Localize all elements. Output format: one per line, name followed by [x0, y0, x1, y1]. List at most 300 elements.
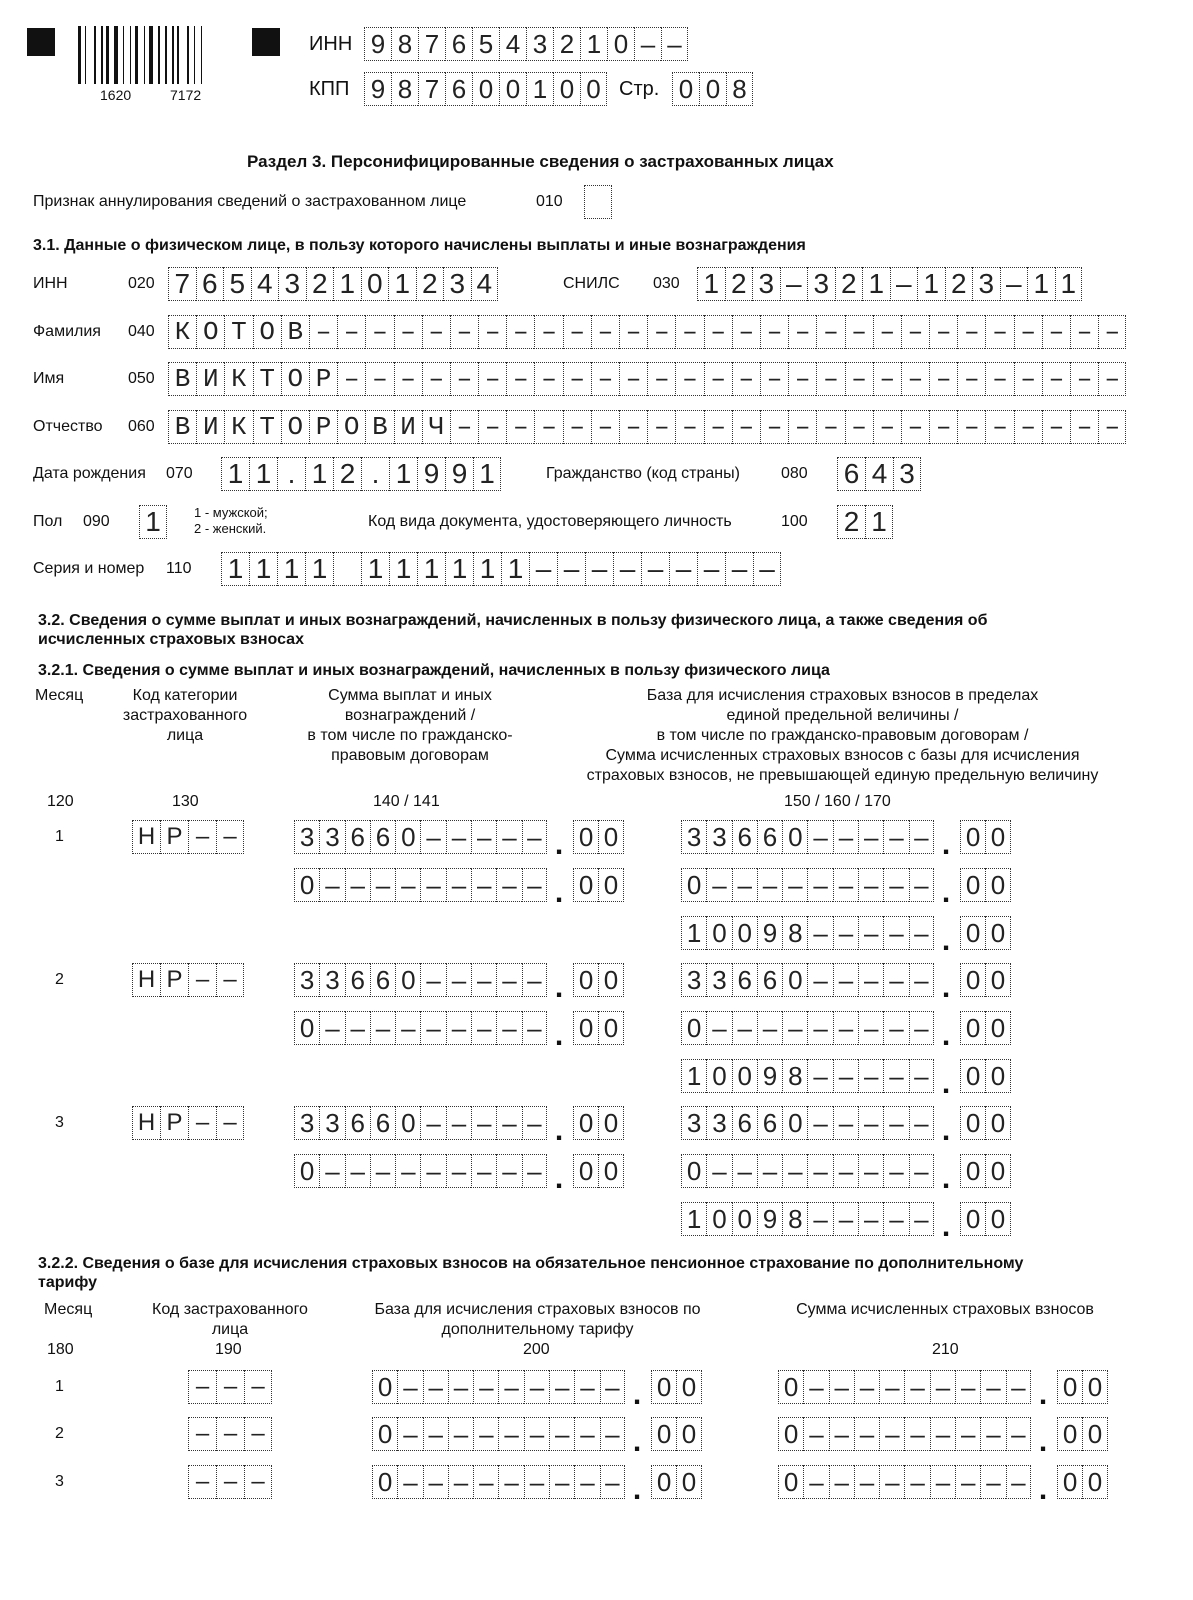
series-number-field[interactable] [221, 552, 781, 586]
field-cell: 3 [319, 963, 344, 997]
field-cell: 1 [277, 552, 305, 586]
field-cell: – [890, 267, 918, 301]
field-cell: – [873, 362, 901, 396]
field-cell: 9 [445, 457, 473, 491]
field-cell: 8 [782, 1059, 807, 1093]
sum-140-field-kopecks[interactable] [573, 820, 624, 854]
header-kpp-field[interactable] [364, 72, 607, 106]
field-cell: Р [160, 963, 188, 997]
month-number: 3 [55, 1473, 64, 1490]
field-cell: – [883, 820, 908, 854]
sex-field[interactable] [139, 505, 167, 539]
field-cell: – [845, 362, 873, 396]
base-160-field-kopecks[interactable] [960, 1011, 1011, 1045]
corner-marker-right [252, 28, 280, 56]
s322-code-code: 190 [215, 1341, 242, 1358]
field-cell: 6 [757, 820, 782, 854]
field-cell: – [337, 362, 365, 396]
sum-141-field-rubles[interactable] [294, 1154, 547, 1188]
category-code-field[interactable] [132, 820, 244, 854]
field-cell: 4 [499, 27, 526, 61]
base-160-field-rubles[interactable] [681, 1154, 934, 1188]
field-cell: Т [224, 315, 252, 349]
field-cell: – [829, 1465, 854, 1499]
base-150-field-rubles[interactable] [681, 963, 934, 997]
field-cell: 0 [372, 1370, 397, 1404]
add-sum-210-field-kopecks[interactable] [1057, 1465, 1108, 1499]
field-cell: – [524, 1465, 549, 1499]
field-cell: 0 [294, 1011, 319, 1045]
field-cell: – [188, 963, 216, 997]
field-cell: – [901, 410, 929, 444]
field-cell: – [647, 410, 675, 444]
field-cell: 7 [418, 27, 445, 61]
category-code-field[interactable] [132, 963, 244, 997]
field-cell: – [450, 410, 478, 444]
field-cell: – [760, 410, 788, 444]
field-cell: 2 [835, 267, 863, 301]
field-cell: – [883, 916, 908, 950]
field-cell: – [591, 315, 619, 349]
doc-field[interactable] [837, 505, 893, 539]
field-cell: – [309, 315, 337, 349]
field-cell: – [244, 1417, 272, 1451]
add-base-200-field-rubles[interactable] [372, 1370, 625, 1404]
field-cell: – [803, 1465, 828, 1499]
field-cell: 1 [501, 552, 529, 586]
annul-code: 010 [536, 193, 563, 210]
field-cell: – [524, 1417, 549, 1451]
field-cell: – [833, 963, 858, 997]
sum-141-field-kopecks[interactable] [573, 868, 624, 902]
field-cell: – [473, 1465, 498, 1499]
header-page-field[interactable] [672, 72, 753, 106]
decimal-point: . [941, 876, 951, 909]
field-cell: 0 [960, 963, 985, 997]
field-cell: – [1042, 362, 1070, 396]
doc-label: Код вида документа, удостоверяющего личность [368, 513, 732, 530]
field-cell: О [196, 315, 224, 349]
field-cell: – [244, 1465, 272, 1499]
contrib-170-field-rubles[interactable] [681, 1059, 934, 1093]
field-cell: 0 [598, 1154, 623, 1188]
field-cell: 0 [985, 1202, 1010, 1236]
sum-140-field-kopecks[interactable] [573, 963, 624, 997]
dob-label: Дата рождения [33, 465, 146, 482]
field-cell: – [901, 362, 929, 396]
snils-code: 030 [653, 275, 680, 292]
patronymic-label: Отчество [33, 418, 103, 435]
field-cell: – [833, 1059, 858, 1093]
dob-field[interactable] [221, 457, 501, 491]
field-cell: 1 [681, 1202, 706, 1236]
decimal-point: . [941, 1162, 951, 1195]
field-cell: – [833, 820, 858, 854]
field-cell: – [704, 410, 732, 444]
barcode-number-right: 7172 [170, 87, 202, 103]
contrib-170-field-kopecks[interactable] [960, 916, 1011, 950]
corner-marker-left [27, 28, 55, 56]
field-cell: 3 [319, 1106, 344, 1140]
field-cell: – [929, 410, 957, 444]
field-cell: – [909, 916, 934, 950]
add-base-200-field-rubles[interactable] [372, 1465, 625, 1499]
base-160-field-kopecks[interactable] [960, 1154, 1011, 1188]
field-cell: – [522, 868, 547, 902]
field-cell: 8 [782, 1202, 807, 1236]
sum-140-field-rubles[interactable] [294, 820, 547, 854]
field-cell: – [370, 868, 395, 902]
decimal-point: . [941, 1019, 951, 1052]
field-cell: – [909, 1059, 934, 1093]
field-cell: 1 [445, 552, 473, 586]
field-cell: 0 [676, 1417, 701, 1451]
field-cell: – [216, 1465, 244, 1499]
field-cell: – [574, 1465, 599, 1499]
field-cell: – [807, 868, 832, 902]
field-cell: – [873, 315, 901, 349]
insured-code-field[interactable] [188, 1370, 272, 1404]
category-code-field[interactable] [132, 1106, 244, 1140]
barcode-bar [177, 26, 178, 84]
barcode-bar [172, 26, 173, 84]
field-cell: О [281, 410, 309, 444]
field-cell: – [524, 1370, 549, 1404]
doc-code: 100 [781, 513, 808, 530]
field-cell: – [732, 315, 760, 349]
field-cell: 4 [251, 267, 279, 301]
field-cell: 0 [395, 820, 420, 854]
field-cell: 0 [985, 1059, 1010, 1093]
field-cell: 0 [699, 72, 726, 106]
sum-141-field-kopecks[interactable] [573, 1154, 624, 1188]
decimal-point: . [941, 924, 951, 957]
base-160-field-kopecks[interactable] [960, 868, 1011, 902]
field-cell: 0 [960, 868, 985, 902]
contrib-170-field-kopecks[interactable] [960, 1059, 1011, 1093]
field-cell: 1 [249, 552, 277, 586]
decimal-point: . [1038, 1473, 1048, 1506]
field-cell: 0 [472, 72, 499, 106]
field-cell: 0 [706, 1059, 731, 1093]
field-cell: – [506, 315, 534, 349]
sum-140-field-rubles[interactable] [294, 963, 547, 997]
field-cell: – [473, 1417, 498, 1451]
field-cell: И [196, 362, 224, 396]
field-cell: – [422, 362, 450, 396]
field-cell: – [669, 552, 697, 586]
field-cell: – [397, 1417, 422, 1451]
field-cell: Р [160, 1106, 188, 1140]
field-cell: 6 [732, 1106, 757, 1140]
field-cell: – [446, 963, 471, 997]
field-cell: И [196, 410, 224, 444]
field-cell: – [1042, 315, 1070, 349]
field-cell: – [563, 410, 591, 444]
contrib-170-field-rubles[interactable] [681, 1202, 934, 1236]
field-cell: – [955, 1417, 980, 1451]
field-cell: – [909, 868, 934, 902]
field-cell: – [446, 1106, 471, 1140]
field-cell: – [496, 1154, 521, 1188]
field-cell: – [807, 1154, 832, 1188]
field-cell: – [498, 1370, 523, 1404]
field-cell: – [216, 1370, 244, 1404]
field-cell: 3 [319, 820, 344, 854]
field-cell: 0 [1057, 1417, 1082, 1451]
field-cell: – [883, 1202, 908, 1236]
barcode-bar [135, 26, 138, 84]
barcode-bar [85, 26, 86, 84]
field-cell: – [471, 963, 496, 997]
base-150-field-kopecks[interactable] [960, 1106, 1011, 1140]
field-cell: – [883, 963, 908, 997]
field-cell: – [591, 362, 619, 396]
field-cell: – [955, 1465, 980, 1499]
field-cell: 0 [1082, 1370, 1107, 1404]
add-sum-210-field-rubles[interactable] [778, 1465, 1031, 1499]
field-cell: 0 [573, 1011, 598, 1045]
decimal-point: . [554, 828, 564, 861]
field-cell: – [788, 315, 816, 349]
field-cell: – [706, 868, 731, 902]
field-cell: – [879, 1417, 904, 1451]
field-cell: – [522, 1154, 547, 1188]
field-cell: – [807, 1106, 832, 1140]
field-cell: – [757, 1154, 782, 1188]
field-cell: 0 [778, 1465, 803, 1499]
field-cell: – [549, 1370, 574, 1404]
field-cell: 1 [917, 267, 945, 301]
field-cell: – [448, 1465, 473, 1499]
field-cell: – [522, 1106, 547, 1140]
field-cell: – [757, 1011, 782, 1045]
col-month-header: Месяц [35, 687, 84, 704]
base-150-field-kopecks[interactable] [960, 820, 1011, 854]
code-sum: 140 / 141 [373, 793, 440, 810]
field-cell: 9 [364, 27, 391, 61]
field-cell: – [858, 916, 883, 950]
field-cell: . [277, 457, 305, 491]
header-kpp-label: КПП [309, 78, 350, 100]
field-cell: – [833, 1154, 858, 1188]
field-cell: – [833, 916, 858, 950]
field-cell: В [365, 410, 393, 444]
add-sum-210-field-kopecks[interactable] [1057, 1370, 1108, 1404]
field-cell: – [706, 1154, 731, 1188]
field-cell: – [854, 1417, 879, 1451]
contrib-170-field-kopecks[interactable] [960, 1202, 1011, 1236]
decimal-point: . [1038, 1378, 1048, 1411]
field-cell: – [423, 1417, 448, 1451]
field-cell: К [224, 410, 252, 444]
sum-140-field-rubles[interactable] [294, 1106, 547, 1140]
field-cell: 1 [681, 916, 706, 950]
field-cell: 1 [681, 1059, 706, 1093]
base-160-field-rubles[interactable] [681, 868, 934, 902]
insured-code-field[interactable] [188, 1465, 272, 1499]
add-base-200-field-rubles[interactable] [372, 1417, 625, 1451]
contrib-170-field-rubles[interactable] [681, 916, 934, 950]
field-cell: – [858, 1011, 883, 1045]
citizenship-field[interactable] [837, 457, 921, 491]
field-cell: 0 [651, 1465, 676, 1499]
field-cell: 3 [294, 963, 319, 997]
field-cell: – [904, 1465, 929, 1499]
field-cell: – [985, 315, 1013, 349]
field-cell: 4 [471, 267, 499, 301]
section-3-2-2-title-line1: 3.2.2. Сведения о базе для исчисления страховых взносов на обязательное пенсионное страхование по дополнительному [38, 1255, 1024, 1272]
field-cell: 5 [472, 27, 499, 61]
field-cell: – [909, 1202, 934, 1236]
field-cell: – [574, 1370, 599, 1404]
decimal-point: . [554, 876, 564, 909]
section-3-2-title-line1: 3.2. Сведения о сумме выплат и иных вознаграждений, начисленных в пользу физического лица, а также сведения об [38, 612, 988, 629]
field-cell: 0 [960, 1154, 985, 1188]
field-cell: – [1070, 315, 1098, 349]
col-category-header: Код категории застрахованного лица [122, 687, 248, 744]
field-cell: 0 [573, 963, 598, 997]
sum-140-field-kopecks[interactable] [573, 1106, 624, 1140]
base-150-field-rubles[interactable] [681, 1106, 934, 1140]
field-cell: – [471, 868, 496, 902]
field-cell: 0 [395, 963, 420, 997]
field-cell: – [704, 362, 732, 396]
s322-col-sum-header: Сумма исчисленных страховых взносов [796, 1301, 1094, 1318]
field-cell: – [188, 1370, 216, 1404]
field-cell: . [361, 457, 389, 491]
series-code: 110 [166, 560, 192, 577]
insured-code-field[interactable] [188, 1417, 272, 1451]
field-cell: – [788, 410, 816, 444]
month-number: 2 [55, 1425, 64, 1442]
col-base-header: База для исчисления страховых взносов в пределах единой предельной величины / в том числе по гражданско-правовым договорам / Сумма исчисленных страховых взносов с базы для исчисления страховых взносов, не превышающей единую предельную величину [586, 687, 1099, 784]
field-cell: – [858, 1059, 883, 1093]
field-cell: – [706, 1011, 731, 1045]
field-cell: – [985, 410, 1013, 444]
field-cell: – [423, 1370, 448, 1404]
sum-141-field-rubles[interactable] [294, 868, 547, 902]
field-cell: 0 [372, 1465, 397, 1499]
field-cell: – [216, 820, 244, 854]
field-cell: 0 [985, 1011, 1010, 1045]
field-cell: 3 [706, 963, 731, 997]
field-cell: – [732, 362, 760, 396]
field-cell: 6 [757, 963, 782, 997]
inn-code: 020 [128, 275, 155, 292]
snils-field[interactable] [697, 267, 1082, 301]
field-cell: – [498, 1417, 523, 1451]
sum-141-field-kopecks[interactable] [573, 1011, 624, 1045]
field-cell: – [319, 1011, 344, 1045]
decimal-point: . [941, 1114, 951, 1147]
field-cell: 0 [782, 820, 807, 854]
field-cell: – [858, 963, 883, 997]
field-cell: 9 [757, 1202, 782, 1236]
field-cell: 8 [391, 72, 418, 106]
base-150-field-rubles[interactable] [681, 820, 934, 854]
header-inn-field[interactable] [364, 27, 688, 61]
field-cell: – [782, 1154, 807, 1188]
base-150-field-kopecks[interactable] [960, 963, 1011, 997]
base-160-field-rubles[interactable] [681, 1011, 934, 1045]
field-cell: 1 [388, 267, 416, 301]
section-3-2-1-title: 3.2.1. Сведения о сумме выплат и иных вознаграждений, начисленных в пользу физического лица [38, 662, 830, 679]
field-cell: 0 [782, 963, 807, 997]
field-cell: – [675, 315, 703, 349]
field-cell: – [534, 410, 562, 444]
field-cell: К [224, 362, 252, 396]
surname-field[interactable] [168, 315, 1126, 349]
field-cell: – [471, 820, 496, 854]
field-cell: – [319, 1154, 344, 1188]
field-cell: 1 [221, 552, 249, 586]
snils-label: СНИЛС [563, 275, 620, 292]
sex-code: 090 [83, 513, 110, 530]
field-cell: – [980, 1465, 1005, 1499]
add-base-200-field-kopecks[interactable] [651, 1465, 702, 1499]
field-cell: – [879, 1370, 904, 1404]
field-cell: – [478, 362, 506, 396]
field-cell: 1 [305, 552, 333, 586]
field-cell: – [549, 1417, 574, 1451]
surname-code: 040 [128, 323, 155, 340]
field-cell: – [807, 1011, 832, 1045]
inn-field[interactable] [168, 267, 498, 301]
field-cell: – [446, 820, 471, 854]
field-cell: Н [132, 963, 160, 997]
field-cell: 6 [370, 1106, 395, 1140]
field-cell: 0 [598, 1106, 623, 1140]
add-base-200-field-kopecks[interactable] [651, 1417, 702, 1451]
field-cell: – [395, 868, 420, 902]
sum-141-field-rubles[interactable] [294, 1011, 547, 1045]
field-cell: 0 [960, 916, 985, 950]
add-sum-210-field-rubles[interactable] [778, 1370, 1031, 1404]
field-cell: – [753, 552, 781, 586]
field-cell: 0 [372, 1417, 397, 1451]
annul-field[interactable] [584, 185, 612, 219]
field-cell: – [420, 1106, 445, 1140]
field-cell: 0 [573, 820, 598, 854]
field-cell: 1 [865, 505, 893, 539]
field-cell: – [1006, 1465, 1031, 1499]
field-cell: – [216, 1417, 244, 1451]
add-sum-210-field-kopecks[interactable] [1057, 1417, 1108, 1451]
field-cell: 1 [580, 27, 607, 61]
field-cell [584, 185, 612, 219]
field-cell: – [760, 362, 788, 396]
field-cell: 0 [960, 1011, 985, 1045]
add-base-200-field-kopecks[interactable] [651, 1370, 702, 1404]
field-cell: – [345, 1011, 370, 1045]
field-cell: – [619, 362, 647, 396]
field-cell: 1 [1055, 267, 1083, 301]
field-cell: – [732, 1154, 757, 1188]
field-cell: – [563, 315, 591, 349]
name-field[interactable] [168, 362, 1126, 396]
s322-code-base: 200 [523, 1341, 550, 1358]
barcode-bar [149, 26, 153, 84]
field-cell: – [420, 1154, 445, 1188]
add-sum-210-field-rubles[interactable] [778, 1417, 1031, 1451]
patronymic-field[interactable] [168, 410, 1126, 444]
field-cell: – [600, 1370, 625, 1404]
barcode-bar [144, 26, 145, 84]
field-cell: – [879, 1465, 904, 1499]
field-cell: – [188, 1417, 216, 1451]
field-cell: 2 [416, 267, 444, 301]
